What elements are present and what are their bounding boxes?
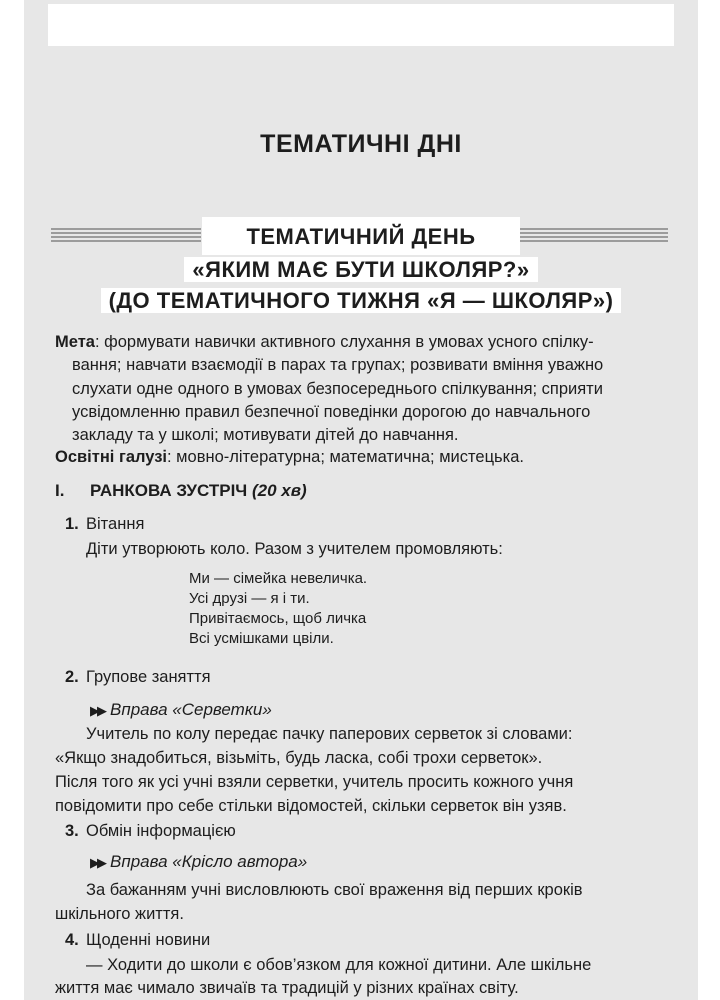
section-title: ТЕМАТИЧНІ ДНІ [260, 130, 462, 158]
poem-line: Привітаємось, щоб личка [189, 610, 367, 627]
goal-line: вання; навчати взаємодії в парах та групах; розвивати вміння уважно [72, 356, 604, 374]
part-number: I. [55, 481, 65, 500]
item-number: 4. [65, 931, 79, 949]
goal-line: закладу та у школі; мотивувати дітей до навчання. [72, 426, 459, 444]
exercise-text-line: Учитель по колу передає пачку паперових серветок зі словами: [86, 725, 573, 743]
title-line-1: ТЕМАТИЧНИЙ ДЕНЬ [246, 224, 476, 249]
item-title: Групове заняття [86, 668, 211, 686]
exercise-text-line: «Якщо знадобиться, візьміть, будь ласка, собі трохи серветок». [55, 749, 543, 767]
exercise-heading: ▶▶ Вправа «Крісло автора» [90, 852, 308, 871]
double-arrow-icon: ▶▶ [90, 855, 104, 870]
goal-line: усвідомленню правил безпечної поведінки дорогою до навчального [72, 403, 591, 421]
item-title: Щоденні новини [86, 931, 211, 949]
exercise-heading: ▶▶ Вправа «Серветки» [90, 700, 272, 719]
goal-line: слухати одне одного в умовах безпосереднього спілкування; сприяти [72, 380, 603, 398]
double-arrow-icon: ▶▶ [90, 703, 104, 718]
poem-line: Усі друзі — я і ти. [189, 590, 310, 607]
news-text-line: — Ходити до школи є обов’язком для кожної дитини. Але шкільне [86, 956, 592, 974]
edu-areas: Освітні галузі: мовно-літературна; математична; мистецька. [55, 448, 524, 466]
item-number: 2. [65, 668, 79, 686]
exercise-text-line: Після того як усі учні взяли серветки, учитель просить кожного учня [55, 773, 574, 791]
title-line-2: «ЯКИМ МАЄ БУТИ ШКОЛЯР?» [24, 257, 698, 283]
news-text-line: життя має чимало звичаїв та традицій у різних країнах світу. [55, 979, 519, 997]
exercise-text-line: шкільного життя. [55, 905, 184, 923]
poem-line: Ми — сімейка невеличка. [189, 570, 368, 587]
exercise-text-line: За бажанням учні висловлюють свої враження від перших кроків [86, 881, 583, 899]
goal-first-line: Мета: формувати навички активного слухання в умовах усного спілку- [55, 333, 594, 351]
item-title: Вітання [86, 515, 145, 533]
poem-line: Всі усмішками цвіли. [189, 630, 334, 647]
title-line-3: (ДО ТЕМАТИЧНОГО ТИЖНЯ «Я — ШКОЛЯР») [24, 288, 698, 314]
item-number: 3. [65, 822, 79, 840]
page [24, 0, 698, 1000]
item-number: 1. [65, 515, 79, 533]
exercise-text-line: повідомити про себе стільки відомостей, скільки серветок він узяв. [55, 797, 567, 815]
item-title: Обмін інформацією [86, 822, 236, 840]
part-title: РАНКОВА ЗУСТРІЧ (20 хв) [90, 481, 307, 500]
item-text: Діти утворюють коло. Разом з учителем промовляють: [86, 540, 503, 558]
header-blank-box [48, 4, 674, 46]
